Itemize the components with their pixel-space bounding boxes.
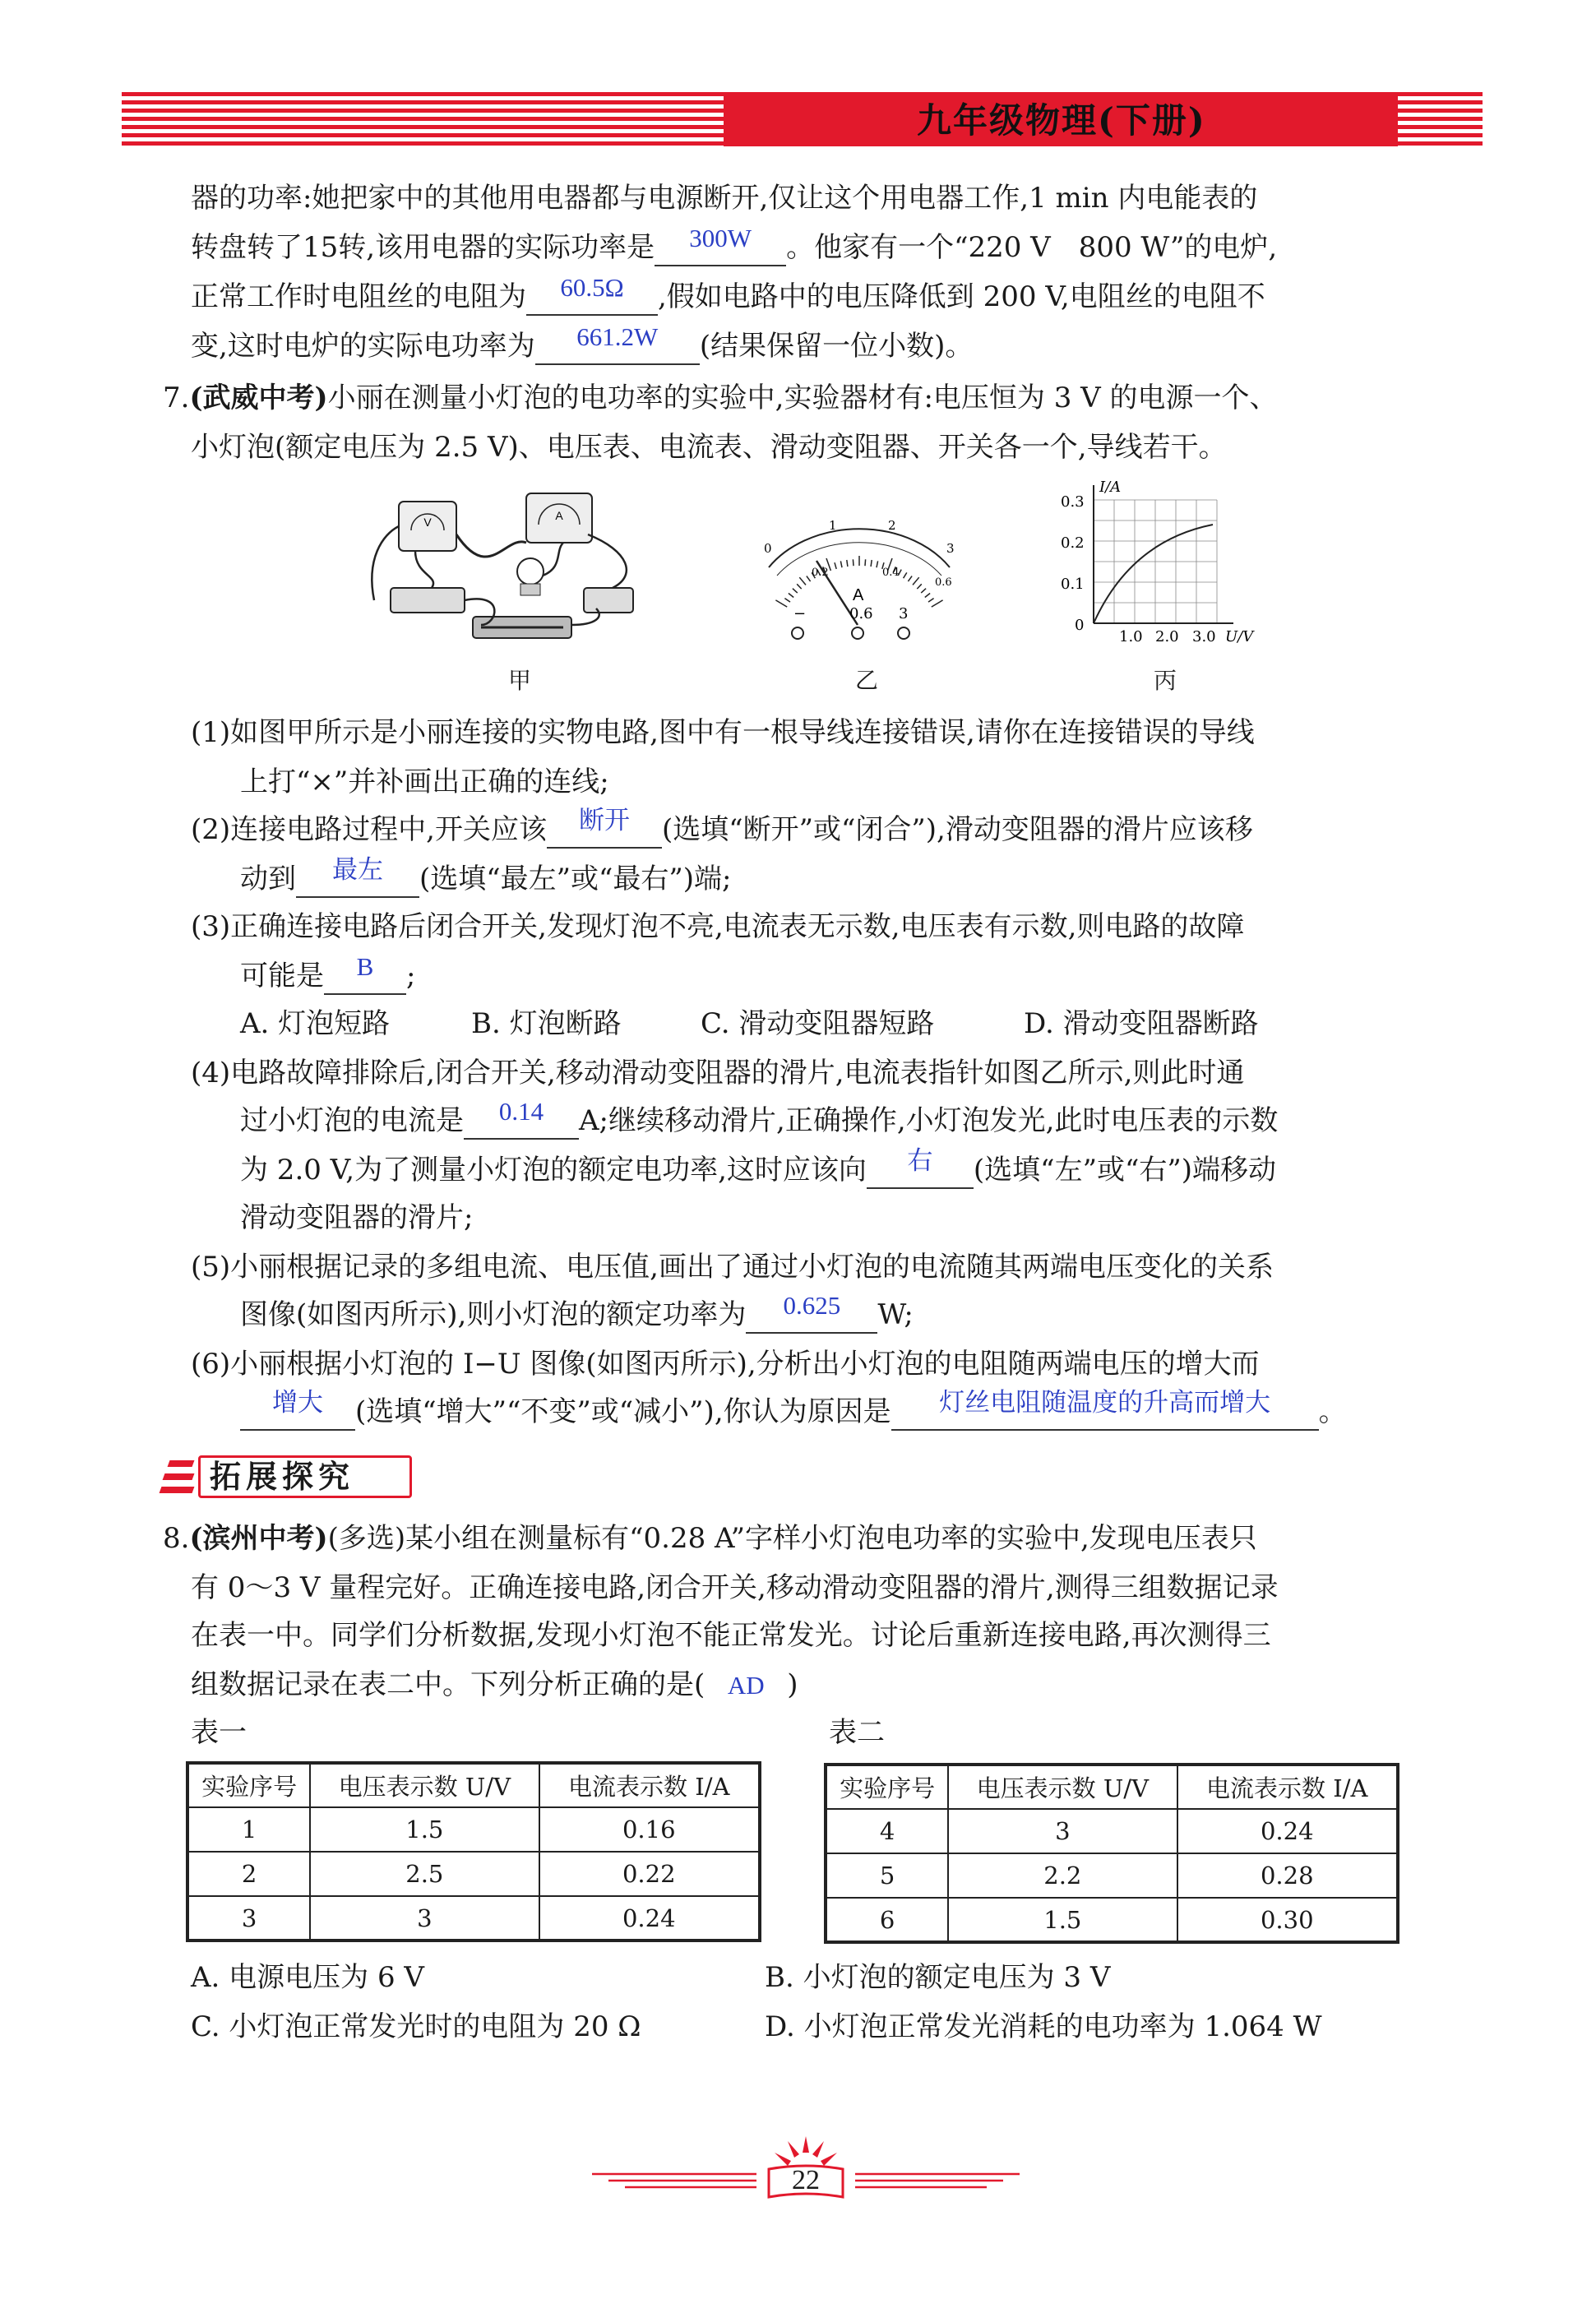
figure-label-jia: 甲 [508, 667, 532, 694]
table-row [187, 1896, 760, 1941]
q8-line3: 在表一中。同学们分析数据,发现小灯泡不能正常发光。讨论后重新连接电路,再次测得三 [191, 1619, 1271, 1652]
answer-blank: 断开 [547, 813, 662, 849]
q7-p1-line1: (1)如图甲所示是小丽连接的实物电路,图中有一根导线连接错误,请你在连接错误的导线 [191, 716, 1255, 749]
ammeter-top-scale: 3 [946, 541, 955, 556]
table-cell: 0.30 [1177, 1898, 1399, 1942]
ammeter-tick [784, 599, 790, 603]
q6-line4: 变,这时电炉的实际电功率为 661.2W (结果保留一位小数)。 [191, 322, 973, 370]
table-header-cell: 电压表示数 U/V [948, 1765, 1177, 1809]
section-stripe [160, 1487, 195, 1493]
sunburst-icon [775, 2136, 837, 2166]
graph-ytick: 0.2 [1061, 534, 1085, 552]
ammeter-top-scale: 2 [888, 518, 896, 533]
table-cell: 1 [187, 1807, 310, 1852]
ammeter-tick [908, 576, 912, 582]
q7-p3-line1: (3)正确连接电路后闭合开关,发现灯泡不亮,电流表无示数,电压表有示数,则电路的故障 [191, 910, 1245, 943]
ammeter-tick [807, 576, 811, 582]
q7-p3-option-b: B. 灯泡断路 [471, 1007, 622, 1040]
q6-line2: 转盘转了15转,该用电器的实际功率是 300W 。他家有一个“220 V 800 W”的电炉, [191, 224, 1277, 271]
answer-blank: 0.625 [746, 1298, 877, 1334]
graph-xlabel: U/V [1225, 628, 1254, 645]
circuit-figure [366, 485, 654, 650]
ammeter-tick [932, 600, 943, 607]
ammeter-bottom-scale: 0.4 [882, 567, 900, 579]
page-number: 22 [792, 2165, 820, 2195]
answer-blank: 60.5Ω [526, 280, 658, 316]
table-header-row [826, 1765, 1398, 1809]
q8-option-b: B. 小灯泡的额定电压为 3 V [765, 1961, 1111, 1994]
q8-option-c: C. 小灯泡正常发光时的电阻为 20 Ω [191, 2010, 641, 2043]
table-header-cell: 实验序号 [826, 1765, 948, 1809]
table-cell: 3 [310, 1896, 539, 1941]
figure-label-yi: 乙 [855, 667, 879, 694]
graph-origin: 0 [1075, 617, 1085, 634]
ammeter-terminal: − [793, 605, 807, 622]
table-cell: 4 [826, 1809, 948, 1853]
q7-p6-line2: 增大 (选填“增大”“不变”或“减小”),你认为原因是 灯丝电阻随温度的升高而增大 。 [240, 1388, 1347, 1436]
section-stripe [168, 1460, 195, 1467]
q7-line2: 小灯泡(额定电压为 2.5 V)、电压表、电流表、滑动变阻器、开关各一个,导线若干。 [191, 431, 1227, 464]
table-cell: 5 [826, 1853, 948, 1898]
table-row [187, 1807, 760, 1852]
ammeter-tick [789, 594, 793, 598]
table-cell: 2.2 [948, 1853, 1177, 1898]
q7-p1-line2: 上打“×”并补画出正确的连线; [240, 766, 609, 798]
ammeter-tick [847, 560, 848, 567]
answer-blank: 最左 [296, 863, 419, 898]
graph-xtick: 3.0 [1192, 628, 1216, 645]
graph-xtick: 1.0 [1119, 628, 1143, 645]
ammeter-tick [799, 577, 806, 585]
q8-answer: AD [727, 1671, 765, 1700]
section-title: 拓展探究 [210, 1459, 355, 1495]
answer-blank: 增大 [240, 1395, 355, 1431]
table-row [826, 1898, 1398, 1942]
table2-caption: 表二 [829, 1716, 885, 1749]
table-cell: 6 [826, 1898, 948, 1942]
answer-blank: 灯丝电阻随温度的升高而增大 [891, 1395, 1319, 1431]
q7-p4-line1: (4)电路故障排除后,闭合开关,移动滑动变阻器的滑片,电流表指针如图乙所示,则此时通 [191, 1057, 1245, 1089]
q7-p4-line3: 为 2.0 V,为了测量小灯泡的额定电功率,这时应该向 右 (选填“左”或“右”)端移动 [240, 1146, 1276, 1194]
table-cell: 1.5 [948, 1898, 1177, 1942]
section-heading [160, 1455, 432, 1501]
table1-caption: 表一 [191, 1716, 247, 1749]
table-cell: 2.5 [310, 1852, 539, 1896]
table-cell: 0.24 [1177, 1809, 1399, 1853]
table-cell: 2 [187, 1852, 310, 1896]
q6-line3: 正常工作时电阻丝的电阻为 60.5Ω ,假如电路中的电压降低到 200 V,电阻丝的电阻不 [191, 273, 1265, 321]
ammeter-figure [752, 510, 966, 650]
iu-curve [1094, 525, 1213, 623]
table-row [826, 1809, 1398, 1853]
table-header-cell: 电压表示数 U/V [310, 1763, 539, 1807]
graph-ytick: 0.3 [1061, 493, 1085, 511]
q8-option-d: D. 小灯泡正常发光消耗的电功率为 1.064 W [765, 2010, 1322, 2043]
q7-p4-line4: 滑动变阻器的滑片; [240, 1201, 474, 1234]
table-cell: 0.28 [1177, 1853, 1399, 1898]
ammeter-terminal: 0.6 [849, 605, 873, 622]
table-cell: 0.22 [539, 1852, 761, 1896]
table-header-cell: 电流表示数 I/A [1177, 1765, 1399, 1809]
q7-p5-line1: (5)小丽根据记录的多组电流、电压值,画出了通过小灯泡的电流随其两端电压变化的关系 [191, 1251, 1274, 1284]
q7-p2-line1: (2)连接电路过程中,开关应该 断开 (选填“断开”或“闭合”),滑动变阻器的滑片应该移 [191, 806, 1253, 853]
q8-line1: 8.(滨州中考)(多选)某小组在测量标有“0.28 A”字样小灯泡电功率的实验中,发现电压表只 [163, 1522, 1257, 1555]
table1 [186, 1761, 761, 1942]
ammeter-tick [904, 572, 907, 578]
table-cell: 3 [187, 1896, 310, 1941]
table-header-cell: 电流表示数 I/A [539, 1763, 761, 1807]
q6-line1: 器的功率:她把家中的其他用电器都与电源断开,仅让这个用电器工作,1 min 内电能表的 [191, 182, 1258, 215]
ammeter-terminal: 3 [899, 605, 909, 622]
q7-p6-line1: (6)小丽根据小灯泡的 I−U 图像(如图丙所示),分析出小灯泡的电阻随两端电压的增大而 [191, 1348, 1260, 1381]
page-title: 九年级物理(下册) [917, 100, 1206, 141]
graph-ylabel: I/A [1099, 479, 1122, 496]
ammeter-tick [877, 561, 878, 567]
answer-blank: 右 [867, 1154, 974, 1189]
q7-p3-option-c: C. 滑动变阻器短路 [701, 1007, 935, 1040]
q8-line2: 有 0～3 V 量程完好。正确连接电路,闭合开关,移动滑动变阻器的滑片,测得三组数据记录 [191, 1571, 1279, 1604]
table2 [824, 1763, 1399, 1944]
iu-graph-figure [1057, 475, 1279, 656]
ammeter-tick [921, 589, 926, 593]
q7-p3-line2: 可能是 B ; [240, 952, 415, 1000]
svg-text:V: V [423, 516, 432, 529]
ammeter-tick [871, 560, 872, 567]
q7-p5-line2: 图像(如图丙所示),则小灯泡的额定功率为 0.625 W; [240, 1291, 914, 1339]
ammeter-bottom-scale: 0.6 [935, 576, 952, 589]
graph-ytick: 0.1 [1061, 576, 1085, 593]
table-header-cell: 实验序号 [187, 1763, 310, 1807]
ammeter-tick [775, 600, 787, 607]
section-stripe [163, 1473, 195, 1480]
q8-option-a: A. 电源电压为 6 V [191, 1961, 424, 1994]
svg-text:A: A [555, 509, 563, 522]
table-cell: 0.24 [539, 1896, 761, 1941]
ammeter-bottom-scale: 0.2 [812, 567, 829, 579]
ammeter-tick [917, 584, 922, 589]
ammeter-tick [797, 584, 802, 589]
q7-p4-line2: 过小灯泡的电流是 0.14 A;继续移动滑片,正确操作,小灯泡发光,此时电压表的示数 [240, 1097, 1278, 1145]
q8-line4: 组数据记录在表二中。下列分析正确的是( AD ) [191, 1661, 798, 1709]
ammeter-tick [840, 561, 842, 567]
ammeter-top-scale: 1 [829, 518, 837, 533]
table-cell: 1.5 [310, 1807, 539, 1852]
ammeter-tick [913, 577, 919, 585]
figure-label-bing: 丙 [1154, 667, 1177, 694]
table-row [187, 1852, 760, 1896]
answer-blank: 0.14 [464, 1104, 579, 1140]
ammeter-tick [928, 599, 934, 603]
answer-blank: 661.2W [535, 330, 700, 365]
graph-xtick: 2.0 [1155, 628, 1179, 645]
ammeter-tick [925, 594, 930, 598]
table-cell: 3 [948, 1809, 1177, 1853]
ammeter-tick [865, 559, 866, 566]
ammeter-tick [835, 562, 836, 569]
q7-p3-option-a: A. 灯泡短路 [240, 1007, 391, 1040]
q7-line1: 7.(武威中考)小丽在测量小灯泡的电功率的实验中,实验器材有:电压恒为 3 V 的电源一个、 [163, 382, 1278, 414]
q7-p2-line2: 动到 最左 (选填“最左”或“最右”)端; [240, 855, 732, 903]
table-header-row [187, 1763, 760, 1807]
answer-blank: 300W [655, 231, 786, 266]
ammeter-unit: A [853, 586, 864, 604]
ammeter-top-scale: 0 [764, 541, 772, 556]
table-cell: 0.16 [539, 1807, 761, 1852]
ammeter-tick [793, 589, 798, 593]
ammeter-tick [853, 559, 854, 566]
table-row [826, 1853, 1398, 1898]
q7-p3-option-d: D. 滑动变阻器断路 [1024, 1007, 1259, 1040]
answer-blank: B [324, 960, 406, 995]
